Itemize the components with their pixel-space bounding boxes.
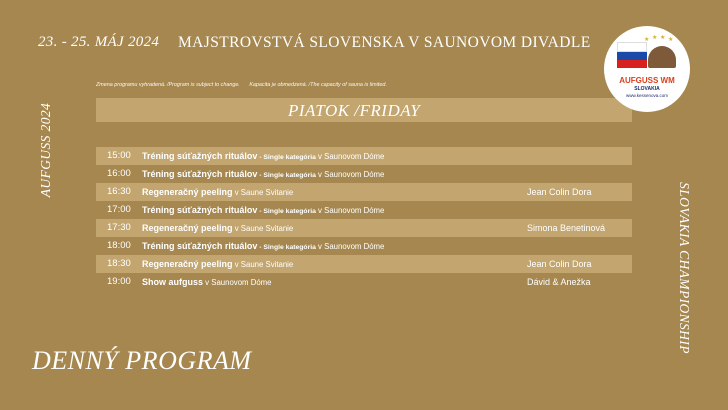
slovak-flag-icon xyxy=(617,42,647,66)
row-time: 16:30 xyxy=(107,186,131,197)
event-title: MAJSTROVSTVÁ SLOVENSKA V SAUNOVOM DIVADLE xyxy=(178,34,591,51)
row-activity: Tréning súťažných rituálov xyxy=(142,205,258,215)
row-category: - Single kategória xyxy=(257,208,316,215)
row-activity: Regeneračný peeling xyxy=(142,187,233,197)
row-description xyxy=(142,219,293,239)
row-category: - Single kategória xyxy=(257,172,316,179)
row-time: 17:30 xyxy=(107,222,131,233)
daily-program-title: DENNÝ PROGRAM xyxy=(32,346,252,375)
row-description xyxy=(142,273,272,293)
row-activity: Tréning súťažných rituálov xyxy=(142,151,258,161)
event-date: 23. - 25. MÁJ 2024 xyxy=(38,34,160,50)
row-place: v Saunovom Dóme xyxy=(315,170,385,179)
star-icon: ★ xyxy=(660,35,666,41)
row-category: - Single kategória xyxy=(257,244,316,251)
row-time: 16:00 xyxy=(107,168,131,179)
row-description xyxy=(142,237,384,257)
row-place: v Saunovom Dóme xyxy=(315,206,385,215)
row-description xyxy=(142,147,384,167)
schedule-row xyxy=(96,255,632,273)
row-time: 18:00 xyxy=(107,240,131,251)
row-time: 19:00 xyxy=(107,276,131,287)
disclaimer-note xyxy=(96,82,387,88)
star-icon: ★ xyxy=(644,37,650,43)
day-header xyxy=(96,98,632,122)
row-activity: Tréning súťažných rituálov xyxy=(142,241,258,251)
star-icon: ★ xyxy=(652,35,658,41)
row-activity: Show aufguss xyxy=(142,277,204,287)
row-description xyxy=(142,183,293,203)
row-place: v Saune Svitanie xyxy=(232,260,294,269)
schedule-row xyxy=(96,237,632,255)
row-activity: Regeneračný peeling xyxy=(142,259,233,269)
row-host: Jean Colin Dora xyxy=(527,259,592,269)
row-place: v Saune Svitanie xyxy=(232,224,294,233)
row-place: v Saunovom Dóme xyxy=(203,278,272,287)
program-change-note: Zmena programu vyhradená. /Program is subject to change. xyxy=(96,82,240,88)
event-logo xyxy=(604,26,690,112)
logo-name: AUFGUSS WM xyxy=(619,76,675,85)
row-place: v Saunovom Dóme xyxy=(315,242,385,251)
row-time: 18:30 xyxy=(107,258,131,269)
row-category: - Single kategória xyxy=(257,154,316,161)
row-description xyxy=(142,255,293,275)
schedule-row xyxy=(96,183,632,201)
day-label: PIATOK /FRIDAY xyxy=(288,101,421,120)
schedule-row xyxy=(96,219,632,237)
row-description xyxy=(142,165,384,185)
schedule-row xyxy=(96,201,632,219)
row-activity: Regeneračný peeling xyxy=(142,223,233,233)
row-place: v Saunovom Dóme xyxy=(315,152,385,161)
row-time: 15:00 xyxy=(107,150,131,161)
capacity-note: Kapacita je obmedzená. /The capacity of sauna is limited. xyxy=(249,82,387,88)
row-host: Simona Benetinová xyxy=(527,223,606,233)
side-label-right: SLOVAKIA CHAMPIONSHIP xyxy=(677,182,692,354)
schedule-row xyxy=(96,165,632,183)
sauna-hut-icon xyxy=(648,46,676,68)
row-host: Dávid & Anežka xyxy=(527,277,591,287)
logo-country: SLOVAKIA xyxy=(634,86,660,92)
row-time: 17:00 xyxy=(107,204,131,215)
star-icon: ★ xyxy=(668,37,674,43)
schedule-row xyxy=(96,273,632,291)
logo-url: www.kessenova.com xyxy=(625,93,669,98)
row-activity: Tréning súťažných rituálov xyxy=(142,169,258,179)
row-host: Jean Colin Dora xyxy=(527,187,592,197)
schedule-row xyxy=(96,147,632,165)
row-description xyxy=(142,201,384,221)
schedule-list xyxy=(96,147,632,291)
row-place: v Saune Svitanie xyxy=(232,188,294,197)
side-label-left: AUFGUSS 2024 xyxy=(38,102,53,198)
